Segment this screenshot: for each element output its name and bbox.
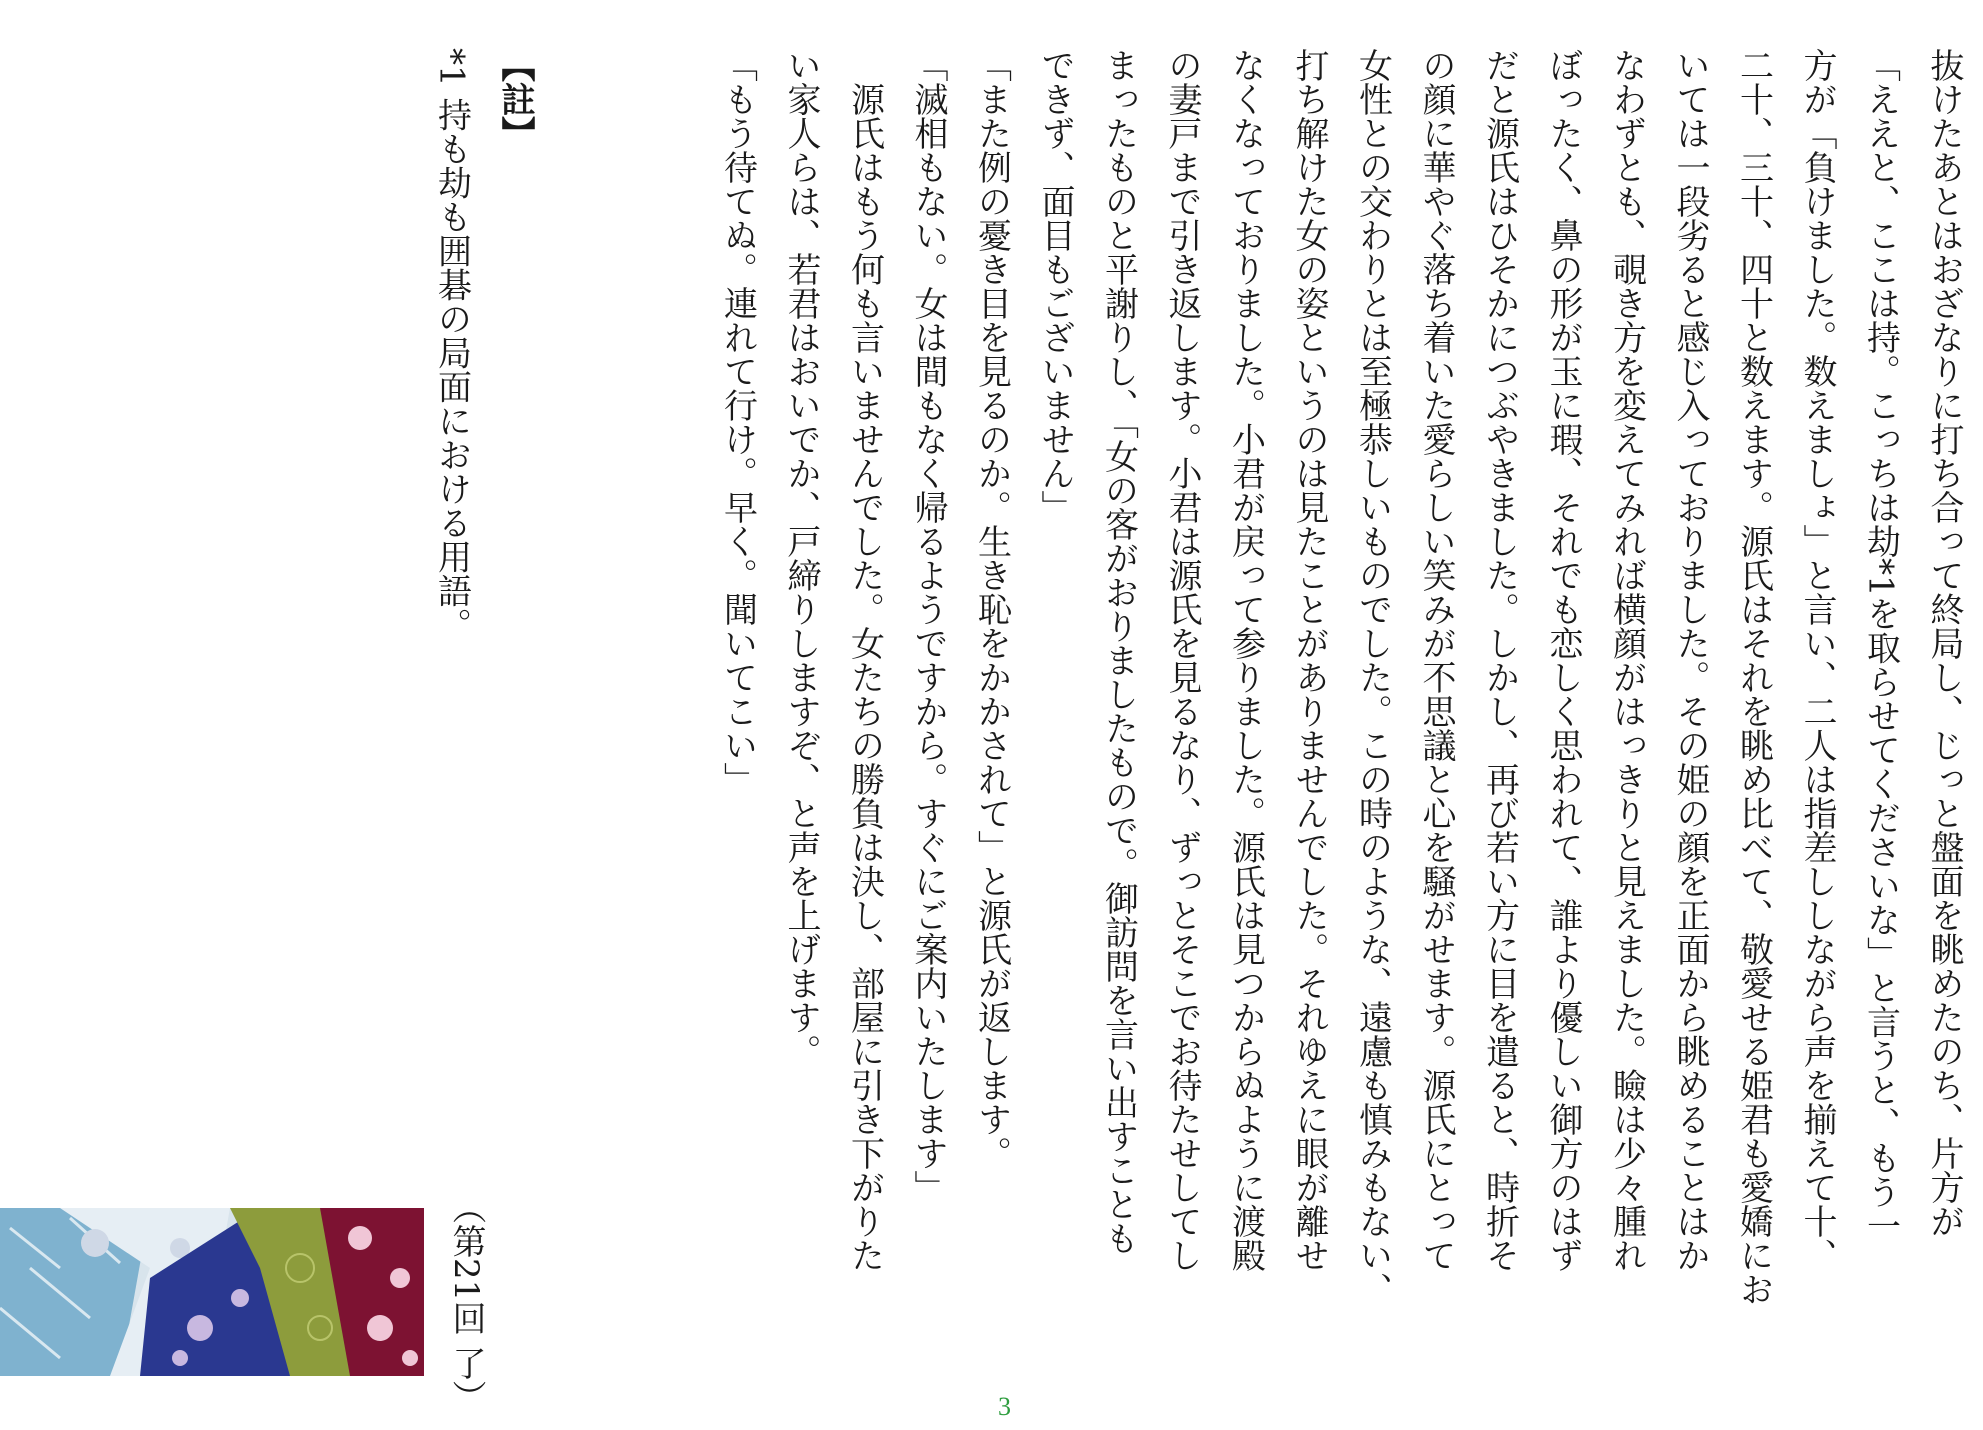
- body-line: ぼったく、鼻の形が玉に瑕、それでも恋しく思われて、誰より優しい御方のはず: [1543, 48, 1583, 1272]
- body-line: だと源氏はひそかにつぶやきました。しかし、再び若い方に目を遣ると、時折そ: [1479, 48, 1520, 1272]
- kimono-fabric-image: [0, 1208, 424, 1376]
- body-line: 打ち解けた女の姿というのは見たことがありませんでした。それゆえに眼が離せ: [1289, 48, 1329, 1272]
- body-line: 源氏はもう何も言いませんでした。女たちの勝負は決し、部屋に引き下がりた: [844, 48, 885, 1272]
- page-number: 3: [998, 1392, 1011, 1421]
- notes-heading: 【註】: [495, 48, 535, 150]
- body-line: 「もう待てぬ。連れて行け。早く。聞いてこい」: [717, 48, 758, 796]
- body-line: の妻戸まで引き返します。小君は源氏を見るなり、ずっとそこでお待たせしてし: [1162, 48, 1202, 1272]
- body-text: [705, 48, 1975, 1378]
- body-line: なわずとも、覗き方を変えてみれば横顔がはっきりと見えました。瞼は少々腫れ: [1606, 48, 1647, 1272]
- notes-section: [419, 48, 546, 641]
- body-line: 「また例の憂き目を見るのか。生き恥をかかされて」と源氏が返します。: [971, 48, 1012, 1170]
- chapter-end-mark: （第21回 了）: [446, 1190, 486, 1415]
- body-line: なくなっておりました。小君が戻って参りました。源氏は見つからぬように渡殿: [1225, 48, 1266, 1272]
- body-line: い家人らは、若君はおいでか、戸締りしますぞ、と声を上げます。: [781, 48, 821, 1068]
- body-line: まったものと平謝りし、「女の客がおりましたもので。御訪問を言い出すことも: [1098, 48, 1139, 1255]
- kimono-fabric-icon: [0, 1208, 424, 1376]
- body-line: 抜けたあとはおざなりに打ち合って終局し、じっと盤面を眺めたのち、片方が: [1924, 48, 1964, 1238]
- body-line: いては一段劣ると感じ入っておりました。その姫の顔を正面から眺めることはか: [1670, 48, 1710, 1272]
- body-line: 方が「負けました。数えましょ」と言い、二人は指差ししながら声を揃えて十、: [1797, 48, 1837, 1272]
- body-line: の顔に華やぐ落ち着いた愛らしい笑みが不思議と心を騒がせます。源氏にとって: [1416, 48, 1456, 1272]
- body-line: 女性との交わりとは至極恭しいものでした。この時のような、遠慮も慎みもない、: [1352, 48, 1393, 1306]
- body-line: 「ええと、ここは持。こっちは劫*1を取らせてくださいな」と言うと、もう一: [1860, 48, 1901, 1243]
- body-line: 二十、三十、四十と数えます。源氏はそれを眺め比べて、敬愛せる姫君も愛嬌にお: [1733, 48, 1774, 1306]
- body-line: 「滅相もない。女は間もなく帰るようですから。すぐにご案内いたします」: [908, 48, 948, 1204]
- note-item-1: *1 持も劫も囲碁の局面における用語。: [431, 48, 472, 642]
- body-line: できず、面目もございません」: [1035, 48, 1075, 524]
